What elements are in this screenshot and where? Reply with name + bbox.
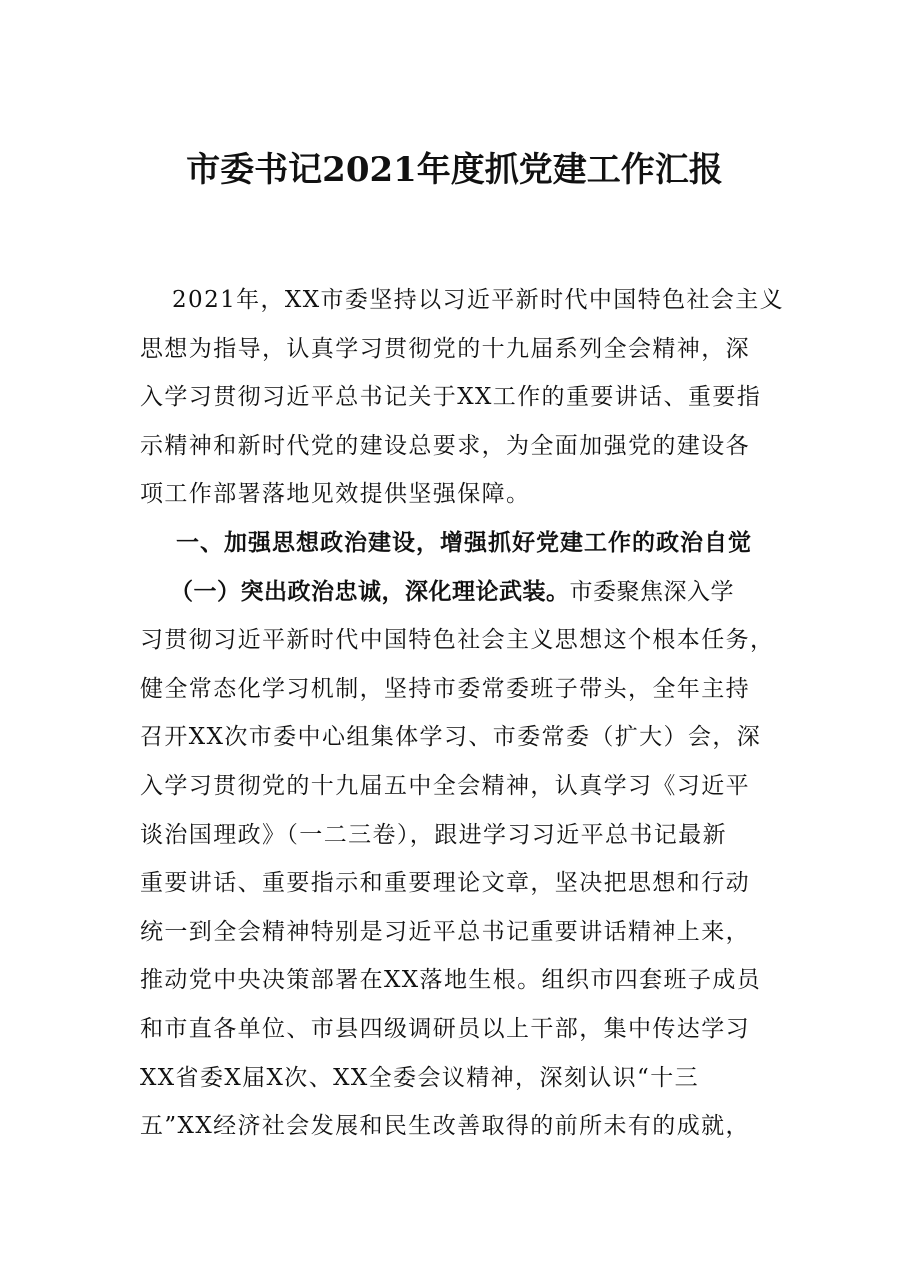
paragraph-line: 习贯彻习近平新时代中国特色社会主义思想这个根本任务， <box>140 627 775 654</box>
subsection-heading: （一）突出政治忠诚，深化理论武装。 <box>170 577 570 605</box>
paragraph-line: 健全常态化学习机制，坚持市委常委班子带头，全年主持 <box>140 675 750 702</box>
paragraph-line: 推动党中央决策部署在XX落地生根。组织市四套班子成员 <box>140 967 762 994</box>
paragraph-line: 2021年，XX市委坚持以习近平新时代中国特色社会主义 <box>172 287 785 313</box>
document-body <box>140 276 785 1151</box>
paragraph-line: 重要讲话、重要指示和重要理论文章，坚决把思想和行动 <box>140 870 750 897</box>
paragraph-line: 谈治国理政》（一二三卷），跟进学习习近平总书记最新 <box>140 821 727 848</box>
paragraph-line: 和市直各单位、市县四级调研员以上干部，集中传达学习 <box>140 1015 750 1042</box>
paragraph-line: 入学习贯彻习近平总书记关于XX工作的重要讲话、重要指 <box>140 384 762 411</box>
paragraph-line: 示精神和新时代党的建设总要求，为全面加强党的建设各 <box>140 432 750 459</box>
paragraph-line: 统一到全会精神特别是习近平总书记重要讲话精神上来， <box>140 918 750 945</box>
paragraph-line: XX省委X届X次、XX全委会议精神，深刻认识“十三 <box>140 1064 700 1091</box>
paragraph-line: 项工作部署落地见效提供坚强保障。 <box>140 481 531 508</box>
paragraph-line: 召开XX次市委中心组集体学习、市委常委（扩大）会，深 <box>140 724 762 751</box>
paragraph-line: 五”XX经济社会发展和民生改善取得的前所未有的成就， <box>140 1113 750 1140</box>
paragraph-line: 思想为指导，认真学习贯彻党的十九届系列全会精神，深 <box>140 335 750 362</box>
subsection-line <box>140 568 780 617</box>
document-title: 市委书记2021年度抓党建工作汇报 <box>186 150 723 190</box>
paragraph-text: 市委聚焦深入学 <box>569 578 734 605</box>
paragraph-line: 入学习贯彻党的十九届五中全会精神，认真学习《习近平 <box>140 772 750 799</box>
section-heading: 一、加强思想政治建设，增强抓好党建工作的政治自觉 <box>176 528 752 556</box>
